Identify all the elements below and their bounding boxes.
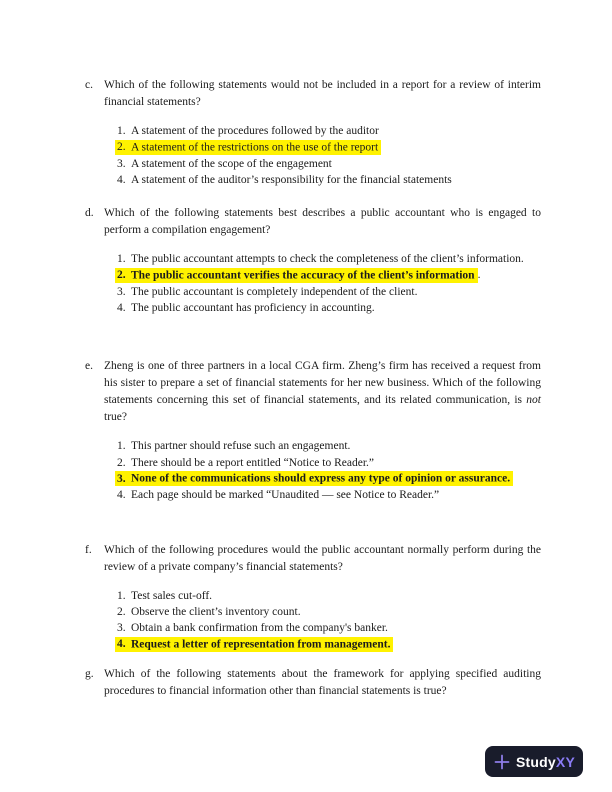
option-row [117,604,541,620]
option-text: The public accountant attempts to check the completeness of the client’s information. [131,253,524,266]
answer-highlight [115,637,393,652]
studyxy-logo [485,746,583,777]
question-c [85,77,541,188]
option-text: The public accountant has proficiency in accounting. [131,302,375,315]
question-text: Which of the following statements would not be included in a report for a review of interim financial statements? [104,79,541,108]
logo-study: Study [516,753,556,770]
option-row [117,139,541,155]
question-letter: e. [85,360,93,373]
logo-wordmark [516,754,575,770]
question-text [104,358,541,426]
option-text: Test sales cut-off. [131,589,213,602]
answer-highlight [115,471,513,486]
option-text: Request a letter of representation from management. [131,638,391,651]
option-number: 1. [117,589,126,602]
question-letter: c. [85,79,93,91]
option-number: 1. [117,253,126,266]
option-number: 4. [117,173,126,186]
option-text: A statement of the procedures followed by the auditor [131,125,379,137]
question-text-run: true? [104,411,127,424]
option-text: A statement of the auditor’s responsibility for the financial statements [131,173,452,186]
question-text-italic: not [526,394,541,407]
option-number: 3. [117,472,126,485]
question-letter: f. [85,543,92,556]
option-text: The public accountant is completely independent of the client. [131,285,418,298]
question-letter: g. [85,667,94,680]
option-row [117,251,541,267]
options-list [117,251,541,316]
option-text: Each page should be marked “Unaudited — see Notice to Reader.” [131,489,440,502]
option-number: 1. [117,125,126,137]
option-text: The public accountant verifies the accuracy of the client’s information [131,269,475,282]
option-row [117,471,541,487]
option-text: None of the communications should express any type of opinion or assurance. [131,472,511,485]
option-row [117,123,541,139]
options-list [117,123,541,188]
question-letter: d. [85,207,94,220]
option-text: This partner should refuse such an engagement. [131,440,351,453]
logo-xy: XY [555,753,575,770]
question-d [85,205,541,316]
option-number: 4. [117,302,126,315]
option-row [117,284,541,300]
question-text-run: Zheng is one of three partners in a local CGA firm. Zheng’s firm has received a request from his sister to prepare a set of financial statements for her new business. Which of the following statements concerning this set of financial statements, and its related communication, is [104,360,541,407]
option-text: Obtain a bank confirmation from the company's banker. [131,622,388,635]
question-text: Which of the following statements best describes a public accountant who is engaged to perform a compilation engagement? [104,207,541,237]
plus-icon [493,753,511,771]
answer-highlight [115,268,478,283]
option-number: 1. [117,440,126,453]
options-list [117,588,541,653]
question-text: Which of the following statements about the framework for applying specified auditing procedures to financial information other than financial statements is true? [104,667,541,697]
answer-highlight [115,140,381,155]
option-row [117,172,541,188]
option-row [117,636,541,652]
option-text: A statement of the scope of the engagement [131,157,332,170]
question-f [85,542,541,653]
option-row [117,487,541,503]
option-number: 2. [117,269,126,282]
option-row [117,156,541,172]
option-text: There should be a report entitled “Notice to Reader.” [131,456,374,469]
option-number: 2. [117,605,126,618]
option-suffix: . [477,269,481,282]
option-row [117,438,541,454]
option-number: 4. [117,489,126,502]
option-row [117,455,541,471]
option-text: A statement of the restrictions on the use of the report [131,141,379,154]
options-list [117,438,541,503]
question-g [85,666,541,700]
option-text: Observe the client’s inventory count. [131,605,301,618]
option-row [117,300,541,316]
option-number: 3. [117,157,126,170]
option-number: 2. [117,456,126,469]
question-text: Which of the following procedures would the public accountant normally perform during the review of a private company’s financial statements? [104,543,541,573]
option-number: 4. [117,638,126,651]
option-number: 2. [117,141,126,154]
question-e [85,358,541,503]
option-row [117,620,541,636]
option-row [117,588,541,604]
option-number: 3. [117,622,126,635]
option-number: 3. [117,285,126,298]
option-row [117,267,541,283]
